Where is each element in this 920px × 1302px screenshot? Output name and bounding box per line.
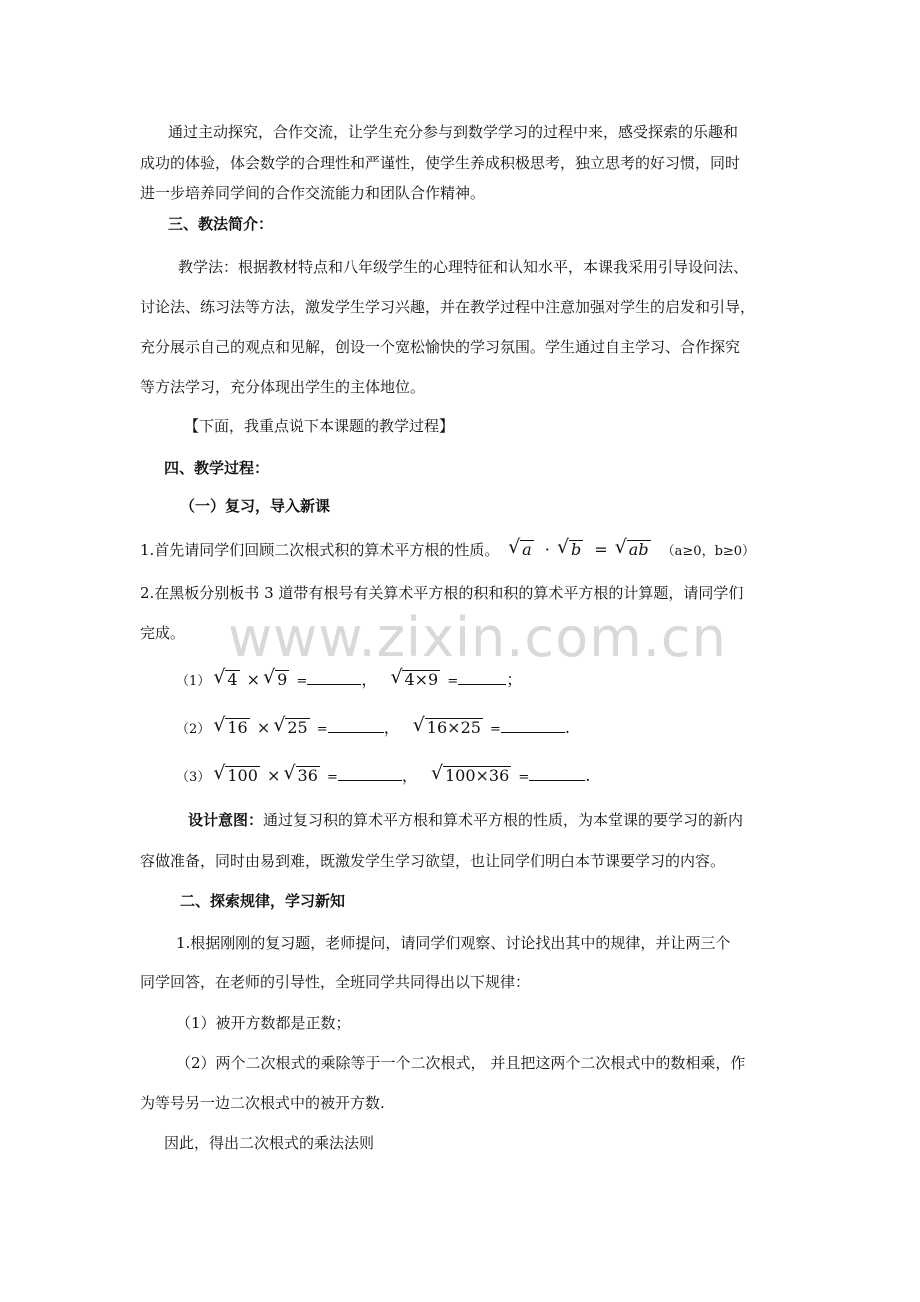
sqrt-a: √ a — [510, 540, 534, 560]
answer-blank[interactable] — [529, 766, 585, 781]
sqrt-b: √ b — [559, 540, 583, 560]
review-item-1-text: 1.首先请同学们回顾二次根式积的算术平方根的性质。 — [140, 541, 500, 559]
rule-1: （1）被开方数都是正数； — [176, 1014, 351, 1032]
answer-blank[interactable] — [458, 670, 506, 685]
conclusion: 因此，得出二次根式的乘法法则 — [164, 1134, 375, 1152]
answer-blank[interactable] — [338, 766, 402, 781]
review-item-1 — [140, 540, 755, 562]
exercise-3: （3） √ 100 × √ 36 = ， √ 100×36 = . — [176, 766, 590, 788]
subsection-heading-review: （一）复习，导入新课 — [180, 497, 331, 515]
exercise-1: （1） √ 4 × √ 9 = ， √ 4×9 = ； — [176, 670, 522, 692]
review-item-2-line-1: 2.在黑板分别板书 3 道带有根号有关算术平方根的积和积的算术平方根的计算题，请同学们 — [140, 584, 744, 602]
section-heading-teaching-process: 四、教学过程： — [164, 459, 270, 477]
paragraph-goal-line-1: 通过主动探究，合作交流，让学生充分参与到数学学习的过程中来，感受探索的乐趣和 — [168, 123, 739, 141]
sqrt-ab: √ ab — [617, 540, 651, 560]
explore-line-1: 1.根据刚刚的复习题，老师提问，请同学们观察、讨论找出其中的规律，并让两三个 — [176, 934, 731, 952]
design-intent-line-2: 容做准备，同时由易到难，既激发学生学习欲望，也让同学们明白本节课要学习的内容。 — [140, 852, 726, 870]
answer-blank[interactable] — [328, 718, 384, 733]
watermark: www.zixin.com.cn — [228, 606, 727, 669]
explore-line-2: 同学回答，在老师的引导性，全班同学共同得出以下规律： — [140, 973, 531, 991]
exercise-2: （2） √ 16 × √ 25 = ， √ 16×25 = . — [176, 718, 570, 740]
paragraph-method-line-2: 讨论法、练习法等方法，激发学生学习兴趣，并在教学过程中注意加强对学生的启发和引导， — [140, 298, 756, 316]
paragraph-goal-line-2: 成功的体验，体会数学的合理性和严谨性，使学生养成积极思考，独立思考的好习惯，同时 — [140, 154, 741, 172]
answer-blank[interactable] — [501, 718, 565, 733]
paragraph-method-line-4: 等方法学习，充分体现出学生的主体地位。 — [140, 378, 426, 396]
paragraph-method-line-3: 充分展示自己的观点和见解，创设一个宽松愉快的学习氛围。学生通过自主学习、合作探究 — [140, 338, 741, 356]
design-intent-label: 设计意图： — [188, 811, 264, 829]
answer-blank[interactable] — [307, 670, 361, 685]
rule-2-line-1: （2）两个二次根式的乘除等于一个二次根式， 并且把这两个二次根式中的数相乘，作 — [176, 1054, 746, 1072]
formula-condition: （a≥0，b≥0） — [661, 544, 756, 559]
section-heading-teaching-method: 三、教法简介： — [168, 215, 274, 233]
process-note: 【下面，我重点说下本课题的教学过程】 — [184, 417, 455, 435]
product-rule-formula: √ a · √ b = √ ab — [510, 540, 658, 559]
paragraph-goal-line-3: 进一步培养同学间的合作交流能力和团队合作精神。 — [140, 184, 486, 202]
rule-2-line-2: 为等号另一边二次根式中的被开方数. — [140, 1094, 385, 1112]
design-intent-line-1: 设计意图：通过复习积的算术平方根和算术平方根的性质，为本堂课的要学习的新内 — [188, 811, 744, 829]
subsection-heading-explore: 二、探索规律，学习新知 — [180, 892, 346, 910]
paragraph-method-line-1: 教学法：根据教材特点和八年级学生的心理特征和认知水平，本课我采用引导设问法、 — [178, 258, 749, 276]
review-item-2-line-2: 完成。 — [140, 624, 186, 642]
